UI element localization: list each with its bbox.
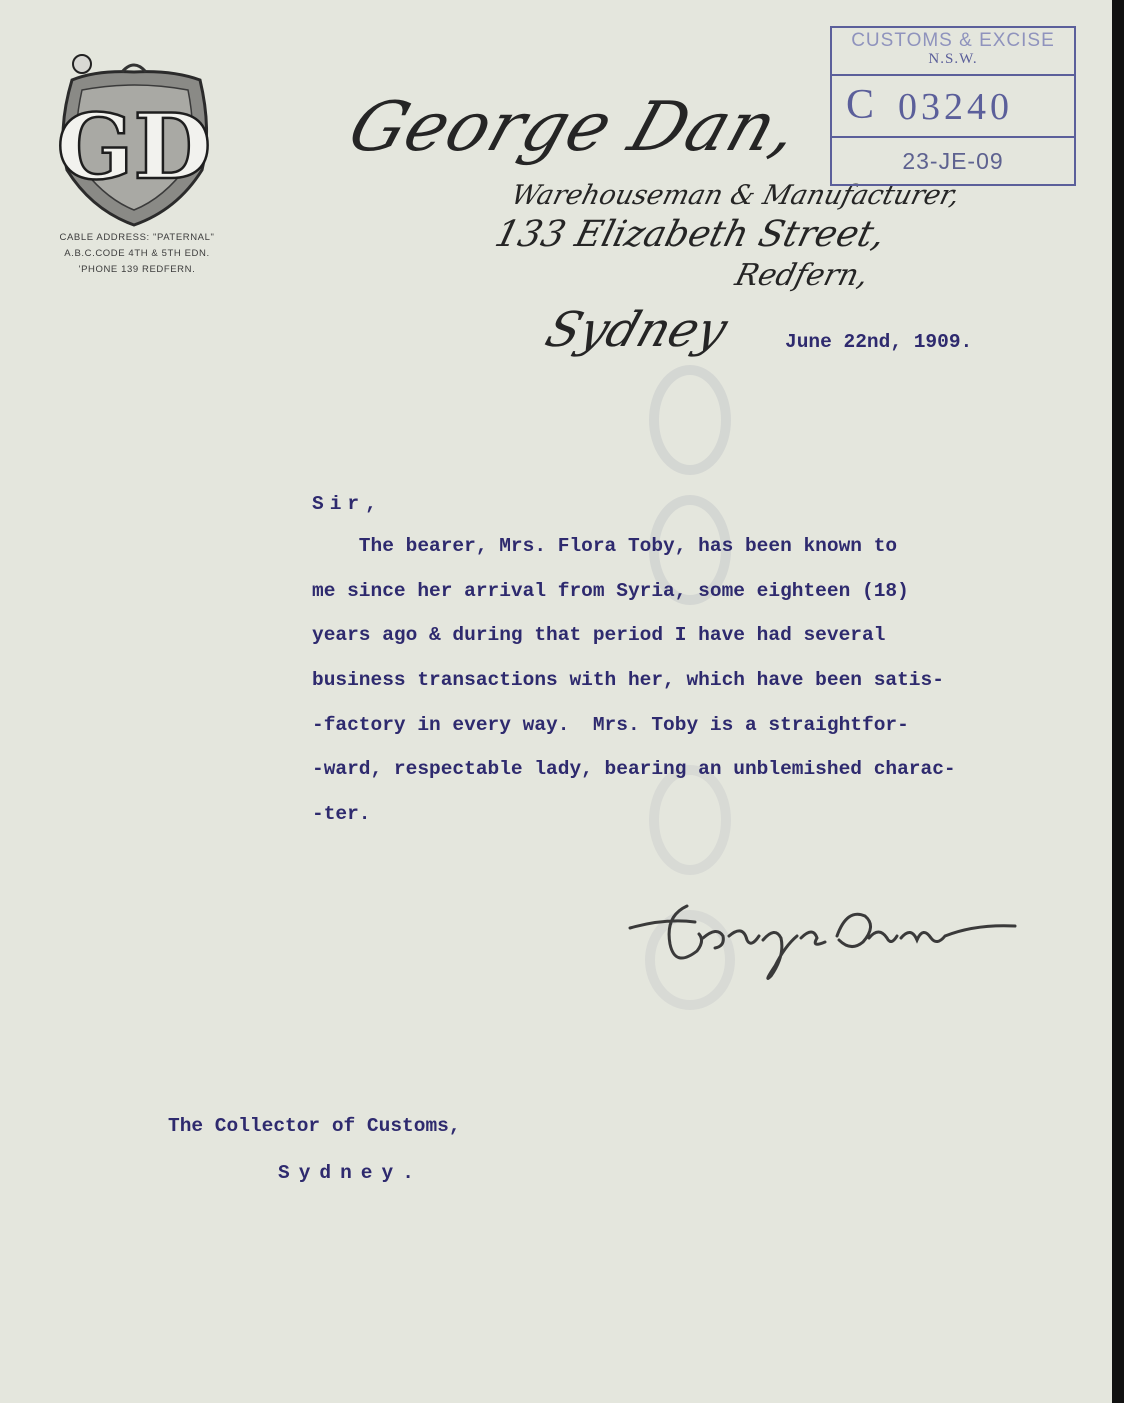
customs-stamp xyxy=(830,26,1076,186)
stamp-header xyxy=(832,28,1074,74)
letterhead-street: 133 Elizabeth Street, xyxy=(490,214,890,255)
stamp-reference xyxy=(832,74,1074,138)
handwritten-signature xyxy=(625,896,1020,986)
body-line: -factory in every way. Mrs. Toby is a straightfor- xyxy=(312,714,909,736)
letterhead-name: George Dan, xyxy=(339,88,810,167)
body-line: business transactions with her, which have been satis- xyxy=(312,669,944,691)
monogram-crest-logo xyxy=(52,50,217,230)
letterhead-trade: Warehouseman & Manufacturer, xyxy=(508,180,963,211)
addressee: The Collector of Customs, xyxy=(168,1115,461,1137)
stamp-state: N.S.W. xyxy=(928,51,978,67)
letter-greeting: Sir, xyxy=(312,493,383,515)
body-line: me since her arrival from Syria, some eighteen (18) xyxy=(312,580,909,602)
svg-text:GD: GD xyxy=(56,94,212,200)
letter-date: June 22nd, 1909. xyxy=(785,331,973,353)
body-line: -ward, respectable lady, bearing an unblemished charac- xyxy=(312,758,956,780)
addressee-city: Sydney. xyxy=(278,1162,423,1184)
abc-code: A.B.C.CODE 4TH & 5TH EDN. xyxy=(64,248,210,259)
letterhead-city: Sydney xyxy=(538,302,735,358)
body-line: years ago & during that period I have had several xyxy=(312,624,886,646)
stamp-title: CUSTOMS & EXCISE xyxy=(851,30,1055,51)
stamp-number: 03240 xyxy=(898,86,1013,128)
stamp-letter: C xyxy=(846,82,875,128)
letterhead-contact-block xyxy=(32,230,242,278)
letterhead-suburb: Redfern, xyxy=(731,258,872,293)
body-line: -ter. xyxy=(312,803,371,825)
stamp-date: 23-JE-09 xyxy=(902,148,1004,174)
scan-border xyxy=(1112,0,1124,1403)
cable-address: CABLE ADDRESS: "PATERNAL" xyxy=(59,232,215,243)
body-line: The bearer, Mrs. Flora Toby, has been known to xyxy=(312,535,898,557)
phone-number: 'PHONE 139 REDFERN. xyxy=(78,264,196,275)
